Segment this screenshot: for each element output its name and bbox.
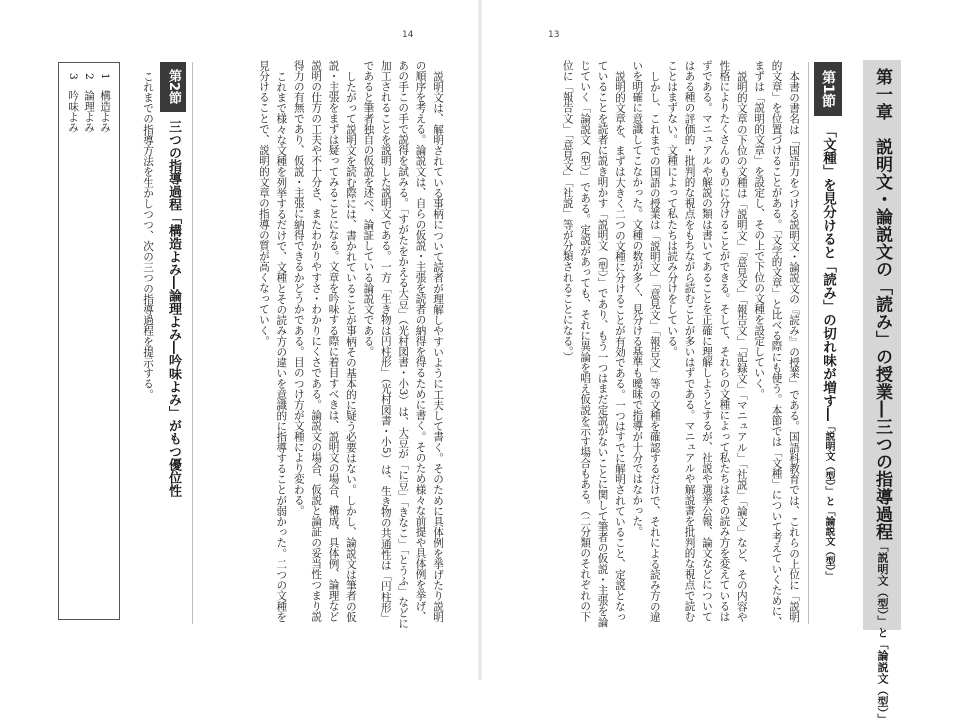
right-page-body <box>536 60 802 630</box>
body-paragraph: これまで様々な文種を列挙するだけで、文種とその読み方の違いを意識的に指導することが弱かった。二つの文種を見分けることで、説明的文章の指導の質が高くなっていく。 <box>255 60 290 630</box>
body-paragraph: しかし、これまでの国語の授業は「説明文」「意見文」「報告文」等の文種を確認するだけで、それによる読み方の違いを明確に意識してこなかった。文種の数が多く、見分ける基準も曖昧で指導が十分ではなかった。 <box>628 60 663 630</box>
section2-title: 三つの指導過程「構造よみ―論理よみ―吟味よみ」がもつ優位性 <box>160 120 186 620</box>
page-gutter <box>478 0 482 680</box>
stage-item <box>97 73 113 593</box>
stage-label: 構造よみ <box>99 90 111 132</box>
body-paragraph: 説明文は、解明されている事柄について読者が理解しやすいように工夫して書く。そのために具体例を挙げたり説明の順序を考える。論説文は、自らの仮説・主張を読者の納得を得るために書く。そのため様々な前提や具体例を挙げ、あの手この手で説得を試みる。「すがたをかえる大豆」（光村図書・小3）は、大豆が「に豆」「きなこ」「とうふ」などに加工されることを説明した説明文である。一方「生き物は円柱形」（光村図書・小5）は、生き物の共通性は「円柱形」であると筆者独自の仮説を述べ、論証している論説文である。 <box>359 60 446 630</box>
left-page-body <box>246 60 446 630</box>
stage-number: 3 <box>67 73 79 80</box>
right-page-number: 13 <box>548 30 559 40</box>
section1-badge: 第1節 <box>814 62 842 116</box>
stage-label: 吟味よみ <box>67 90 79 132</box>
section1-title-text: 「文種」を見分けると「読み」の切れ味が増す― <box>820 124 836 421</box>
section1-divider <box>808 62 809 624</box>
chapter-title-text: 第一章 説明文・論説文の「読み」の授業―三つの指導過程 <box>872 68 892 541</box>
section2-divider <box>192 62 193 624</box>
body-paragraph: 説明的文章の下位の文種は「説明文」「意見文」「報告文」「記録文」「マニュアル」「社説」「論文」など、その内容や性格によりたくさんのものに分けることができる。そして、それらの文種によって私たちはその読み方を変えているはずである。マニュアルや解説の類は書いてあることを正確に理解しようとするが、社説や選挙公報、論文などについてはある種の評価的・批判的な視点をもちながら読むことが多いはずである。マニュアルや解説書を批判的な視点で読むことはまずない。文種によって私たちは読み分けをしている。 <box>663 60 750 630</box>
stage-item <box>81 73 97 593</box>
section1-subtitle: 「説明文（型）」と「論説文（型）」 <box>823 421 834 581</box>
stage-number: 2 <box>83 73 95 80</box>
left-page-number: 14 <box>402 30 413 40</box>
stage-label: 論理よみ <box>83 90 95 132</box>
lead-paragraph: これまでの指導方法を生かしつつ、次の三つの指導過程を提示する。 <box>139 60 156 630</box>
section2-badge: 第2節 <box>160 62 186 112</box>
stages-box <box>58 62 120 620</box>
section1-title <box>814 124 842 624</box>
chapter-subtitle: 「説明文（型）」と「論説文（型）」 <box>876 541 889 725</box>
body-paragraph: 説明的文章を、まずは大きく二つの文種に分けることが有効である。一つはすでに解明されていること、定説となっていることを読者に説き明かす「説明文（型）」であり、もう一つはまだ定説がないことに関して筆者の仮説・主張を論じていく「論説文（型）」である。定説があっても、それに異論を唱え仮説を示す場合もある。（二分類のそれぞれの下位に「報告文」「意見文」「社説」等が分類されることになる。） <box>558 60 628 630</box>
stage-item <box>65 73 81 593</box>
section2-lead <box>128 60 156 630</box>
body-paragraph: したがって説明文を読む際には、書かれていることが事柄その基本的に疑う必要はない。しかし、論説文は筆者の仮説・主張をまずは疑ってみることになる。文章を吟味する際に着目すべきは、説明文の場合、構成、具体例、論理など説明の仕方の工夫や不十分さ、またわかりやすさ・わかりにくさである。論説文の場合、仮説と論証の妥当性つまり説得力の有無であり、仮説・主張に納得できるかどうかである。目のつけ方が文種により変わる。 <box>289 60 359 630</box>
stages-list <box>65 73 113 593</box>
stage-number: 1 <box>99 73 111 80</box>
body-paragraph: 本書の書名は「国語力をつける説明文・論説文の『読み』の授業」である。国語科教育では、これらの上位に「説明的文章」を位置づけることがある。「文学的文章」と比べる際にも使う。本節では「文種」について考えていくために、まずは「説明的文章」を設定し、その上で下位の文種を設定していく。 <box>750 60 802 630</box>
chapter-title <box>866 68 898 624</box>
